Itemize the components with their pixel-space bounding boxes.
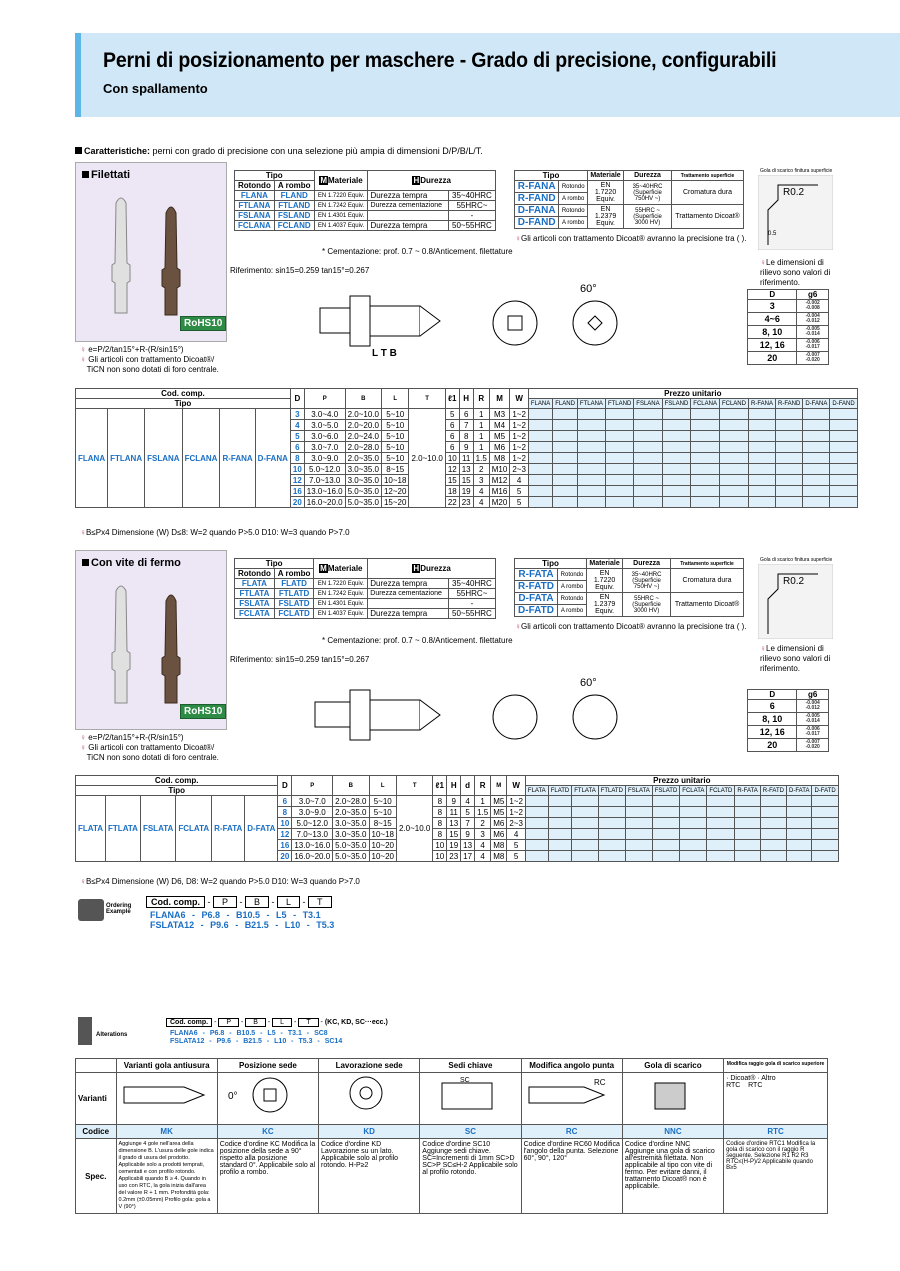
foot-s1: ♀B≤Px4 Dimensione (W) D≤8: W=2 quando P>5.0 D10: W=3 quando P>7.0 bbox=[80, 528, 350, 537]
section-title-vite: Con vite di fermo bbox=[82, 557, 181, 569]
svg-text:SC: SC bbox=[460, 1077, 471, 1084]
photo-box-filettati bbox=[75, 162, 227, 342]
svg-text:60°: 60° bbox=[580, 283, 597, 295]
alterations-cols: Cod. comp. - P - B - L - T - (KC, KD, SC···ecc.) bbox=[166, 1019, 388, 1026]
nnc-drawing bbox=[625, 1075, 715, 1115]
svg-text:60°: 60° bbox=[580, 677, 597, 689]
treatment-table-s1: Tipo Materiale Durezza Trattamento superficie R-FANA Rotondo EN 1.7220 Equiv. 35~40HRC (Superficie 750HV ~) Cromatura dura R-FAND A rombo D-FANA Rotondo EN 1.2379 Equiv. 55HRC ~ (Superficie 3000 HV) Trattamento Dicoat® D-FAND A rombo bbox=[514, 170, 744, 229]
section-title-filettati: Filettati bbox=[82, 169, 130, 181]
g6-table-s1: D g6 3 -0.002 -0.008 4~6 -0.004 -0.012 8, 10 -0.005 -0.014 12, 16 -0.006 -0.017 20 -0.007 -0.020 bbox=[747, 289, 829, 365]
kd-drawing bbox=[321, 1075, 411, 1115]
page-header bbox=[75, 33, 900, 117]
page-title: Perni di posizionamento per maschere - Grado di precisione, configurabili bbox=[103, 49, 777, 72]
svg-text:0.5: 0.5 bbox=[768, 231, 777, 237]
ordering-row-1: FLANA6 - P6.8 - B10.5 - L5 - T3.1 bbox=[150, 910, 321, 920]
page-subtitle: Con spallamento bbox=[103, 81, 208, 96]
technical-drawing-s2 bbox=[310, 672, 740, 772]
photo-box-vite bbox=[75, 550, 227, 730]
ordering-label: Ordering Example bbox=[106, 903, 132, 915]
treatment-table-s2: Tipo Materiale Durezza Trattamento superficie R-FATA Rotondo EN 1.7220 Equiv. 35~40HRC (Superficie 750HV ~) Cromatura dura R-FATD A rombo D-FATA Rotondo EN 1.2379 Equiv. 55HRC ~ (Superficie 3000 HV) Trattamento Dicoat® D-FATD A rombo bbox=[514, 558, 744, 617]
cement-note-s2: * Cementazione: prof. 0.7 ~ 0.8/Anticement. filettature bbox=[322, 636, 513, 645]
pin-photo bbox=[96, 193, 206, 318]
svg-text:0°: 0° bbox=[227, 1091, 238, 1102]
type-table-s2: Tipo MMateriale HDurezza Rotondo A rombo FLATA FLATD EN 1.7220 Equiv. Durezza tempra 35~40HRC FTLATA FTLATD EN 1.7242 Equiv. Durezza cementazione 55HRC~ FSLATA FSLATD EN 1.4301 Equiv. - FCLATA FCLATD EN 1.4037 Equiv. Durezza tempra 50~55HRC bbox=[234, 558, 496, 619]
alterations-row-2: FSLATA12 - P9.6 - B21.5 - L10 - T5.3 - SC14 bbox=[170, 1038, 343, 1045]
rtc-variant: · Dicoat® · Altro RTC RTC bbox=[724, 1073, 828, 1125]
gola-drawing-s1 bbox=[758, 175, 833, 250]
spec-table-s2: Cod. comp. D P B L T ℓ1 H d R M W Prezzo unitario Tipo FLATA FLATD FTLATA FTLATD FSLATA FSLATD FCLATA FCLATD R-FATA R-FATD D-FATA D-FATD FLATA FTLATA FSLATA FCLATA R-FATA D-FATA 6 3.0~7.0 2.0~28.0 5~10 2.0~10.0 8 9 4 1 M5 1~2 8 3.0~9.0 2.0~35.0 5~10 8 11 5 1.5 M5 1~2 10 5.0~12.0 3.0~35.0 8~15 8 13 7 2 M6 2~3 12 7.0~13.0 3.0~35.0 10~18 8 15 9 3 M6 4 16 13.0~16.0 5.0~35.0 10~20 10 19 13 4 M8 5 20 16.0~20.0 5.0~35.0 10~20 10 23 17 4 M8 5 bbox=[75, 775, 839, 862]
svg-text:RC: RC bbox=[593, 1078, 606, 1087]
ordering-icon bbox=[78, 899, 104, 921]
treatment-note-s1: ♀Gli articoli con trattamento Dicoat® avranno la precisione tra ( ). bbox=[515, 234, 747, 243]
alterations-label: Alterations bbox=[96, 1032, 128, 1038]
features-text: perni con grado di precisione con una selezione più ampia di dimensioni D/P/B/L/T. bbox=[152, 146, 483, 156]
rohs-badge: RoHS10 bbox=[180, 316, 226, 331]
ordering-header: Cod. comp. - P - B - L - T bbox=[146, 897, 332, 907]
kc-drawing bbox=[220, 1075, 310, 1115]
features-line bbox=[75, 146, 483, 156]
gola-drawing-s2 bbox=[758, 564, 833, 639]
rc-drawing bbox=[524, 1075, 614, 1115]
spec-table-s1: Cod. comp. D P B L T ℓ1 H R M W Prezzo unitario Tipo FLANA FLAND FTLANA FTLAND FSLANA FSLAND FCLANA FCLAND R-FANA R-FAND D-FANA D-FAND FLANA FTLANA FSLANA FCLANA R-FANA D-FANA 3 3.0~4.0 2.0~10.0 5~10 2.0~10.0 5 6 1 M3 1~2 4 3.0~5.0 2.0~20.0 5~10 6 7 1 M4 1~2 5 3.0~6.0 2.0~24.0 5~10 6 8 1 M5 1~2 6 3.0~7.0 2.0~28.0 5~10 6 9 1 M6 1~2 8 3.0~9.0 2.0~35.0 5~10 10 11 1.5 M8 1~2 10 5.0~12.0 3.0~35.0 8~15 12 13 2 M10 2~3 12 7.0~13.0 3.0~35.0 10~18 15 15 3 M12 4 16 13.0~16.0 5.0~35.0 12~20 18 19 4 M16 5 20 16.0~20.0 5.0~35.0 15~20 22 23 4 M20 5 bbox=[75, 388, 858, 508]
g6-table-s2: D g6 6 -0.004 -0.012 8, 10 -0.005 -0.014 12, 16 -0.006 -0.017 20 -0.007 -0.020 bbox=[747, 689, 829, 752]
ordering-row-2: FSLATA12 - P9.6 - B21.5 - L10 - T5.3 bbox=[150, 920, 335, 930]
technical-drawing-s1 bbox=[310, 278, 740, 378]
mk-drawing bbox=[119, 1075, 209, 1115]
ref-note-s2: Riferimento: sin15=0.259 tan15°=0.267 bbox=[230, 655, 370, 664]
type-table-s1: Tipo MMateriale HDurezza Rotondo A rombo FLANA FLAND EN 1.7220 Equiv. Durezza tempra 35~40HRC FTLANA FTLAND EN 1.7242 Equiv. Durezza cementazione 55HRC~ FSLANA FSLAND EN 1.4301 Equiv. - FCLANA FCLAND EN 1.4037 Equiv. Durezza tempra 50~55HRC bbox=[234, 170, 496, 231]
pin-photo-2 bbox=[96, 581, 206, 706]
svg-text:R0.2: R0.2 bbox=[783, 576, 805, 587]
rilievo-note-s1: ♀Le dimensioni di rilievo sono valori di riferimento. bbox=[760, 258, 831, 287]
sc-drawing bbox=[422, 1075, 512, 1115]
rilievo-note-s2: ♀Le dimensioni di rilievo sono valori di riferimento. bbox=[760, 644, 831, 673]
ref-note-s1: Riferimento: sin15=0.259 tan15°=0.267 bbox=[230, 266, 370, 275]
features-label: Caratteristiche: bbox=[84, 146, 151, 156]
rohs-badge-2: RoHS10 bbox=[180, 704, 226, 719]
alterations-icon bbox=[78, 1017, 92, 1045]
alterations-table: Varianti gola antiusura Posizione sede Lavorazione sede Sedi chiave Modifica angolo punta Gola di scarico Modifica raggio gola di scarico superiore Varianti 0° SC RC · Dicoat® · Altro RTC RTC Codice MK KC KD SC RC NNC RTC Spec. Aggiunge 4 gole nell'area della dimensione B. L'usura delle gole indica il grado di usura del prodotto. Applicabile solo a prodotti temprati, cementati e con profilo rotondo. Applicabili quando B ≥ 4. Quando in uso con RTC, la gola inizia dall'area del valore R + 1 mm. Profondità gola: 0.2mm (±0.05mm) Profilo gola: gola a V (90°) Codice d'ordine KC Modifica la posizione della sede a 90° rispetto alla posizione standard 0°. Applicabile solo al profilo a rombo. Codice d'ordine KD Lavorazione su un lato. Applicabile solo al profilo rotondo. H-P≥2 Codice d'ordine SC10 Aggiunge sedi chiave. SC=Incrementi di 1mm SC>D SC>P SC≤H-2 Applicabile solo al profilo rotondo. Codice d'ordine RC60 Modifica l'angolo della punta. Selezione 60°, 90°, 120° Codice d'ordine NNC Aggiunge una gola di scarico all'estremità filettata. Non applicabile al tipo con vite di fermo. Per evitare danni, il trattamento Dicoat® non è applicabile. Codice d'ordine RTC1 Modifica la gola di scarico con il raggio R seguente. Selezione R1 R2 R3 RTC≤(H-P)/2 Applicabile quando B≥5 bbox=[75, 1058, 828, 1214]
svg-text:L T B: L T B bbox=[372, 348, 397, 359]
notes-s2: ♀ e=P/2/tan15°+R-(R/sin15°) ♀ Gli articoli con trattamento Dicoat®/ TiCN non sono dotati di foro centrale. bbox=[80, 733, 219, 762]
svg-text:R0.2: R0.2 bbox=[783, 187, 805, 198]
foot-s2: ♀B≤Px4 Dimensione (W) D6, D8: W=2 quando P>5.0 D10: W=3 quando P>7.0 bbox=[80, 877, 360, 886]
alterations-row-1: FLANA6 - P6.8 - B10.5 - L5 - T3.1 - SC8 bbox=[170, 1030, 328, 1037]
notes-s1: ♀ e=P/2/tan15°+R-(R/sin15°) ♀ Gli articoli con trattamento Dicoat®/ TiCN non sono dotati di foro centrale. bbox=[80, 345, 219, 374]
cement-note-s1: * Cementazione: prof. 0.7 ~ 0.8/Anticement. filettature bbox=[322, 247, 513, 256]
treatment-note-s2: ♀Gli articoli con trattamento Dicoat® avranno la precisione tra ( ). bbox=[515, 622, 747, 631]
gola-label-s2: Gola di scarico finitura superficie bbox=[760, 557, 833, 563]
gola-label-s1: Gola di scarico finitura superficie bbox=[760, 168, 833, 174]
